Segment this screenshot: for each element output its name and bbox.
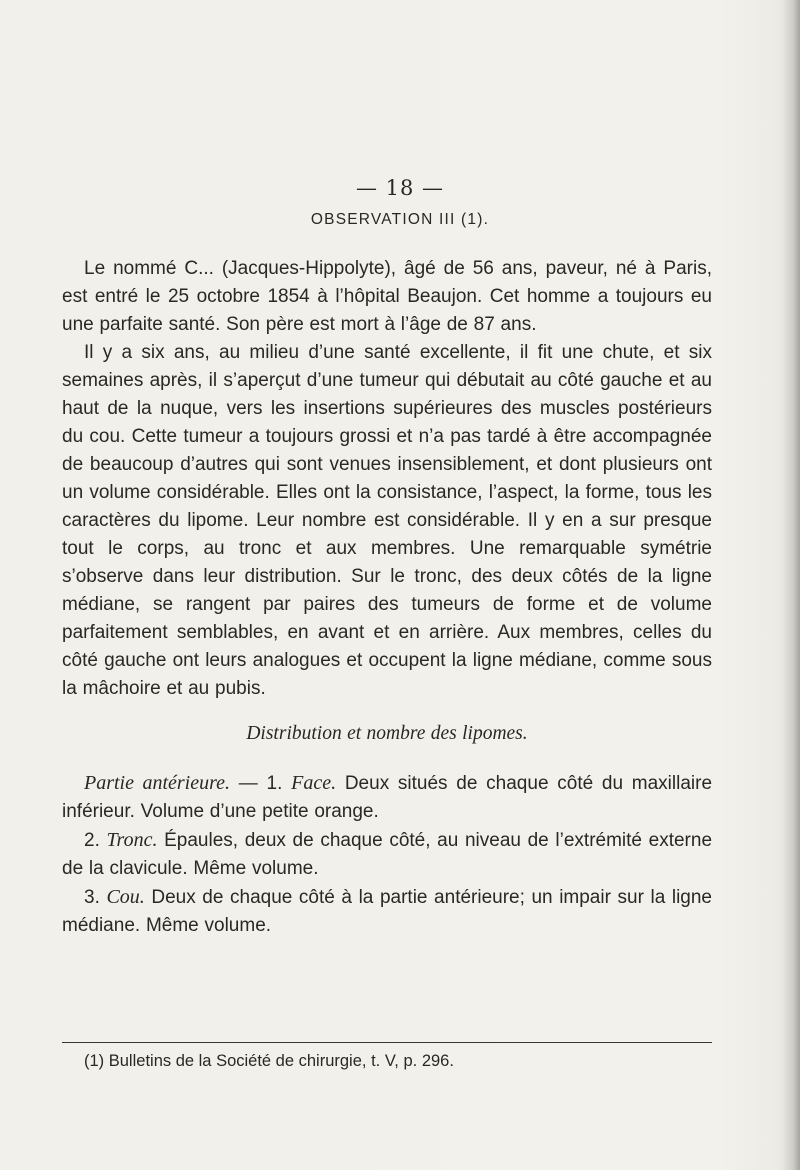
item-face-label: Partie antérieure.	[84, 772, 231, 794]
item-face-sep: — 1.	[230, 773, 292, 794]
item-cou-text: Deux de chaque côté à la partie antérieure; un impair sur la ligne médiane. Même volume.	[62, 887, 712, 936]
item-cou-sub: Cou.	[106, 886, 145, 908]
body-text	[62, 255, 712, 940]
paragraph-history: Il y a six ans, au milieu d’une santé excellente, il fit une chute, et six semaines après, il s’aperçut d’une tumeur qui débutait au côté gauche et au haut de la nuque, vers les insertions supérieures des muscles postérieurs du cou. Cette tumeur a toujours grossi et n’a pas tardé à être accompagnée de beaucoup d’autres qui sont venues insensiblement, et dont plusieurs ont un volume considérable. Elles ont la consistance, l’aspect, la forme, tous les caractères du lipome. Leur nombre est considérable. Il y en a sur presque tout le corps, au tronc et aux membres. Une remarquable symétrie s’observe dans leur distribution. Sur le tronc, des deux côtés de la ligne médiane, se rangent par paires des tumeurs de forme et de volume parfaitement semblables, en avant et en arrière. Aux membres, celles du côté gauche ont leurs analogues et occupent la ligne médiane, comme sous la mâchoire et au pubis.	[62, 342, 712, 699]
item-face	[62, 769, 712, 826]
observation-title: OBSERVATION III (1).	[310, 211, 490, 228]
item-cou	[62, 883, 712, 940]
footnote-rule	[62, 1042, 712, 1043]
item-tronc-sub: Tronc.	[106, 829, 158, 851]
paragraph-patient-intro: Le nommé C... (Jacques-Hippolyte), âgé de 56 ans, paveur, né à Paris, est entré le 25 octobre 1854 à l’hôpital Beaujon. Cet homme a toujours eu une parfaite santé. Son père est mort à l’âge de 87 ans.	[62, 258, 712, 335]
item-tronc-prefix: 2.	[84, 830, 107, 851]
item-face-text: Deux situés de chaque côté du maxillaire inférieur. Volume d’une petite orange.	[62, 773, 713, 822]
page-number: — 18 —	[355, 176, 445, 200]
section-heading: Distribution et nombre des lipomes.	[246, 723, 528, 744]
item-tronc	[62, 826, 712, 883]
item-face-sub: Face.	[291, 772, 337, 794]
item-cou-prefix: 3.	[84, 887, 107, 908]
footnote: (1) Bulletins de la Société de chirurgie, t. V, p. 296.	[84, 1052, 454, 1070]
item-tronc-text: Épaules, deux de chaque côté, au niveau de l’extrémité externe de la clavicule. Même volume.	[62, 830, 713, 879]
